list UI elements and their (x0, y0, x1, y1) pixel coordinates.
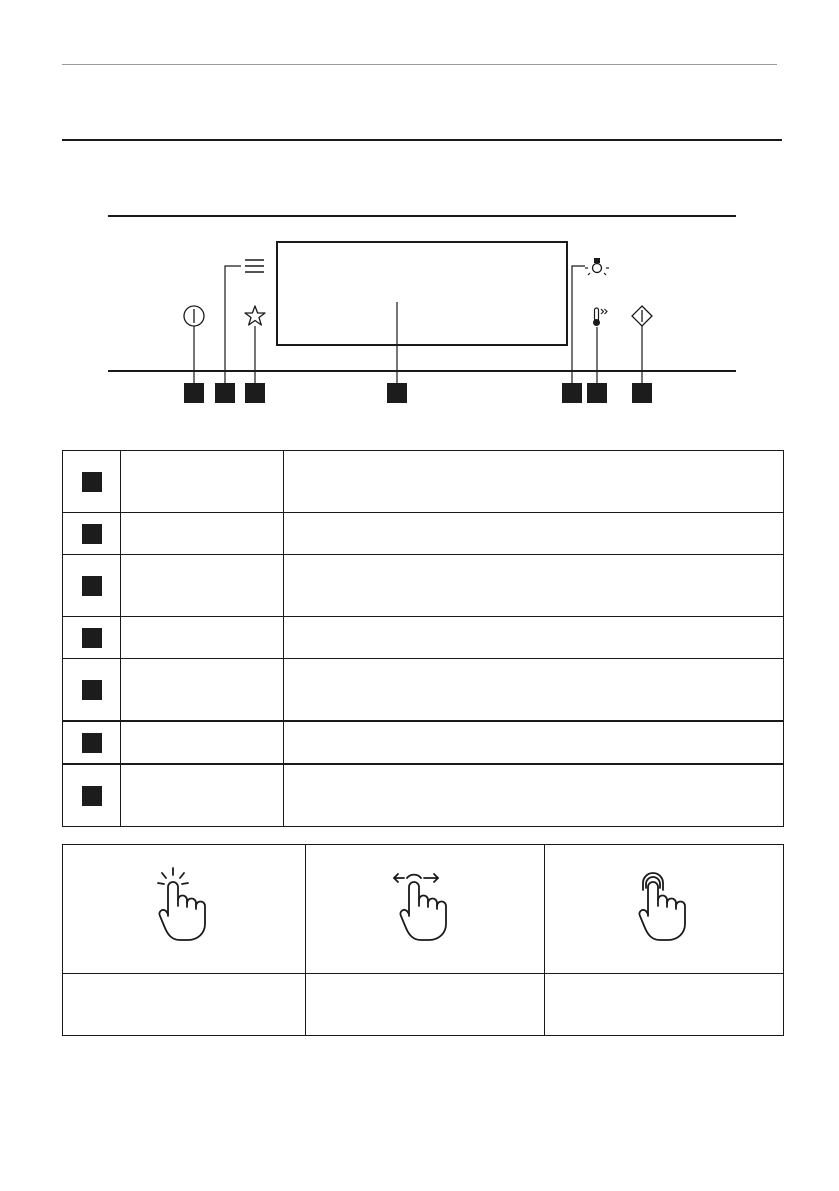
description-cell (284, 451, 784, 513)
table-row (63, 617, 784, 659)
description-cell (284, 555, 784, 617)
controls-table (62, 450, 784, 827)
table-row (63, 555, 784, 617)
function-cell (121, 617, 284, 659)
press-hold-hand-icon (629, 866, 699, 942)
description-cell (284, 764, 784, 827)
description-cell (284, 617, 784, 659)
gesture-icons-row (63, 845, 784, 974)
start-icon[interactable] (632, 306, 652, 326)
gesture-caption (545, 974, 784, 1036)
table-row (63, 721, 784, 764)
favourite-star-icon[interactable] (245, 306, 265, 325)
table-row (63, 513, 784, 555)
table-row (63, 451, 784, 513)
power-icon[interactable] (184, 306, 204, 326)
gesture-captions-row (63, 974, 784, 1036)
slide-hand-icon (390, 866, 460, 942)
function-cell (121, 555, 284, 617)
marker-1 (184, 383, 204, 403)
marker-6 (587, 383, 607, 403)
function-cell (121, 451, 284, 513)
gesture-caption (63, 974, 306, 1036)
row-marker (82, 524, 102, 544)
core-temperature-sensor-icon[interactable] (593, 308, 607, 326)
control-panel-diagram (0, 0, 839, 420)
gesture-caption (306, 974, 545, 1036)
display (277, 242, 567, 345)
tap-hand-icon (149, 866, 219, 942)
row-marker (82, 628, 102, 648)
gestures-table (62, 844, 784, 1036)
menu-icon[interactable] (245, 260, 264, 272)
table-row (63, 659, 784, 722)
marker-5 (562, 383, 582, 403)
description-cell (284, 659, 784, 722)
marker-3 (245, 383, 265, 403)
row-marker (82, 472, 102, 492)
function-cell (121, 764, 284, 827)
row-marker (82, 786, 102, 806)
table-row (63, 764, 784, 827)
marker-7 (632, 383, 652, 403)
light-icon[interactable] (585, 258, 609, 275)
description-cell (284, 513, 784, 555)
row-marker (82, 680, 102, 700)
description-cell (284, 721, 784, 764)
function-cell (121, 513, 284, 555)
marker-2 (215, 383, 235, 403)
function-cell (121, 659, 284, 722)
row-marker (82, 733, 102, 753)
function-cell (121, 721, 284, 764)
row-marker (82, 576, 102, 596)
marker-4 (387, 383, 407, 403)
